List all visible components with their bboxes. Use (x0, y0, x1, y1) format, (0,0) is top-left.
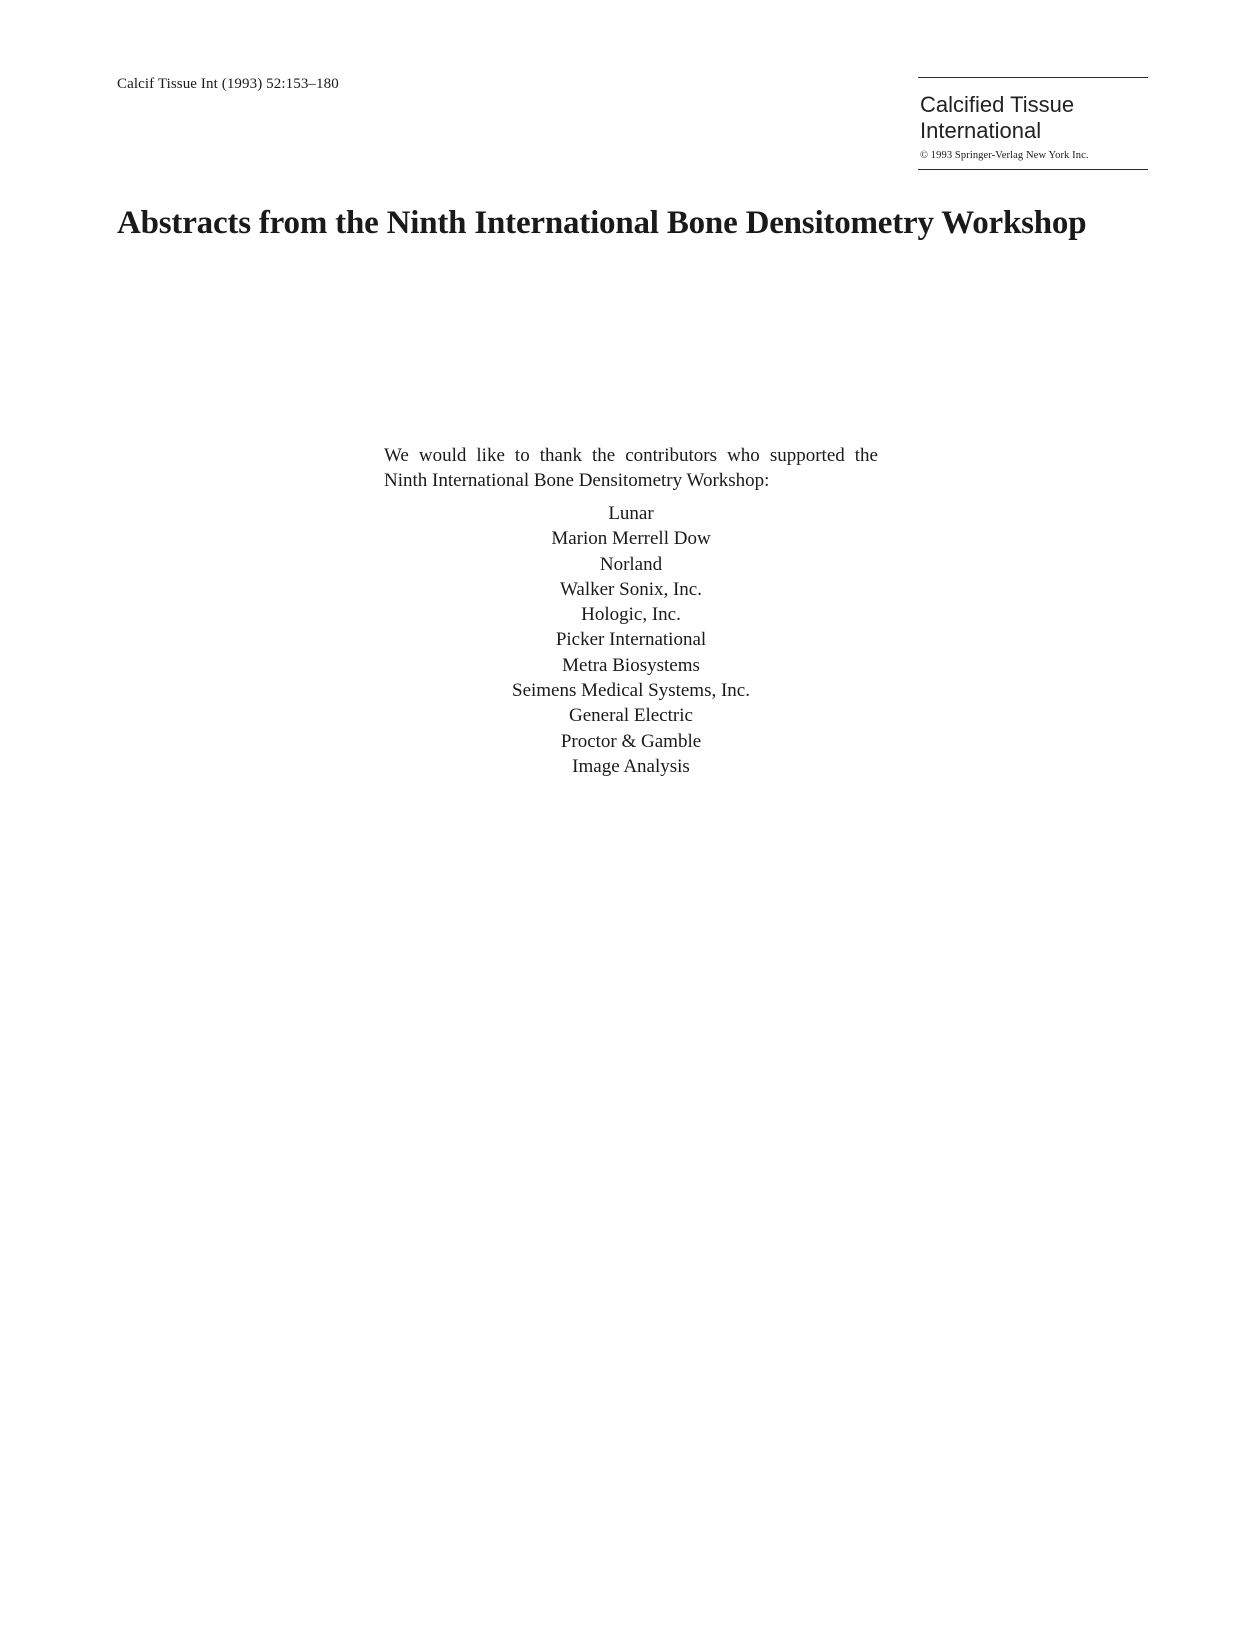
journal-copyright: © 1993 Springer-Verlag New York Inc. (920, 150, 1089, 161)
journal-name-line1: Calcified Tissue (920, 92, 1075, 117)
contributor-item: Walker Sonix, Inc. (560, 578, 702, 600)
contributor-item: Norland (599, 553, 663, 575)
contributor-item: General Electric (569, 705, 693, 727)
acknowledgment-section (384, 443, 878, 779)
contributor-item: Marion Merrell Dow (551, 528, 711, 550)
article-title: Abstracts from the Ninth International Bone Densitometry Workshop (117, 205, 1087, 241)
contributor-item: Metra Biosystems (562, 654, 700, 676)
acknowledgment-text: We would like to thank the contributors who supported the Ninth International Bone Densitometry Workshop: (384, 445, 878, 491)
contributor-item: Hologic, Inc. (581, 604, 681, 626)
journal-name-line2: International (920, 118, 1042, 143)
contributor-item: Picker International (555, 629, 707, 651)
contributor-item: Image Analysis (572, 755, 690, 777)
journal-masthead (918, 77, 1148, 170)
contributor-item: Proctor & Gamble (560, 730, 702, 752)
contributor-item: Lunar (608, 503, 654, 524)
contributor-item: Seimens Medical Systems, Inc. (512, 680, 750, 702)
contributor-list (384, 501, 878, 779)
journal-citation: Calcif Tissue Int (1993) 52:153–180 (117, 76, 339, 92)
